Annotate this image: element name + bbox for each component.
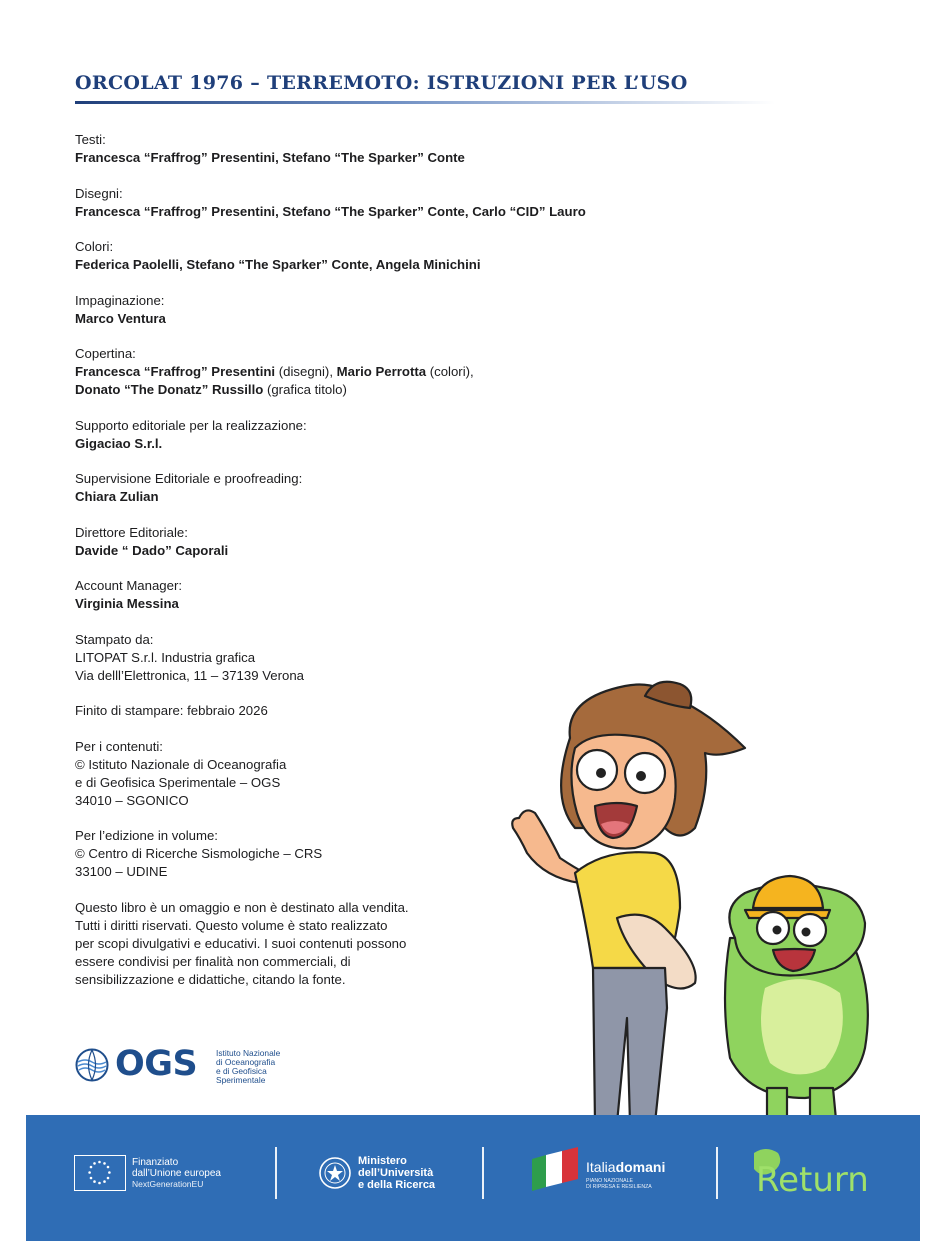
italiadomani-wordmark: Italiadomani — [586, 1159, 666, 1175]
credit-name: Francesca “Fraffrog” Presentini — [75, 364, 276, 379]
return-logo-icon — [744, 1143, 904, 1201]
credit-note: 34010 – SGONICO — [75, 792, 189, 808]
credit-block — [75, 292, 635, 328]
italian-flag-icon — [526, 1147, 582, 1191]
credit-note: LITOPAT S.r.l. Industria grafica — [75, 649, 256, 665]
credit-note: © Istituto Nazionale di Oceanografia — [75, 756, 287, 772]
credit-label: Per i contenuti: — [75, 738, 163, 754]
disclaimer-text — [75, 899, 495, 989]
credit-note: (disegni), — [275, 364, 337, 379]
ogs-globe-icon — [75, 1048, 109, 1082]
credit-note: © Centro di Ricerche Sismologiche – CRS — [75, 846, 323, 861]
credit-note: (colori), — [426, 364, 474, 379]
disclaimer-line: per scopi divulgativi e educativi. I suoi contenuti possono — [75, 935, 407, 951]
credit-label: Finito di stampare: febbraio 2026 — [75, 703, 268, 718]
credit-name: Davide “ Dado” Caporali — [75, 542, 229, 558]
svg-text:Return: Return — [756, 1160, 869, 1200]
ogs-wordmark: OGS — [115, 1044, 198, 1084]
credit-block — [75, 345, 635, 399]
credit-name: Mario Perrotta — [336, 364, 427, 379]
credit-block — [75, 631, 635, 685]
ministry-text: Ministero dell’Università e della Ricerca — [358, 1155, 436, 1191]
disclaimer-line: essere condivisi per finalità non commerciali, di — [75, 953, 351, 969]
credit-note: e di Geofisica Sperimentale – OGS — [75, 774, 281, 790]
credit-label: Supporto editoriale per la realizzazione: — [75, 417, 307, 433]
credit-name: Francesca “Fraffrog” Presentini, Stefano “The Sparker” Conte, Carlo “CID” Lauro — [75, 203, 586, 219]
credit-line — [75, 363, 635, 381]
credit-name: Donato “The Donatz” Russillo — [75, 382, 264, 397]
credit-line — [75, 488, 635, 506]
credit-name: Federica Paolelli, Stefano “The Sparker” Conte, Angela Minichini — [75, 257, 481, 272]
credit-line — [75, 149, 635, 167]
credit-note: (grafica titolo) — [263, 382, 347, 397]
credit-label: Impaginazione: — [75, 292, 165, 308]
eu-flag-icon — [74, 1155, 126, 1191]
credit-name: Marco Ventura — [75, 310, 166, 326]
credit-block — [75, 185, 635, 221]
credit-line — [75, 649, 635, 667]
credit-block — [75, 470, 635, 506]
ministry-seal-icon — [318, 1155, 352, 1191]
credit-line — [75, 310, 635, 328]
credit-line — [75, 381, 635, 399]
ogs-subtitle: Istituto Nazionale di Oceanografia e di Geofisica Sperimentale — [216, 1048, 281, 1085]
frog-character — [725, 876, 868, 1130]
credit-note: 33100 – UDINE — [75, 864, 168, 879]
disclaimer-line: Questo libro è un omaggio e non è destinato alla vendita. — [75, 899, 409, 915]
credit-label: Testi: — [75, 132, 106, 147]
credit-line — [75, 595, 635, 613]
credit-line — [75, 435, 635, 453]
credit-label: Per l’edizione in volume: — [75, 828, 218, 843]
footer-separator — [716, 1147, 718, 1199]
cartoon-characters-icon — [505, 678, 895, 1133]
credit-block — [75, 524, 635, 560]
credit-name: Gigaciao S.r.l. — [75, 435, 163, 451]
credit-label: Direttore Editoriale: — [75, 524, 188, 540]
credit-label: Stampato da: — [75, 631, 154, 647]
credit-name: Francesca “Fraffrog” Presentini, Stefano “The Sparker” Conte — [75, 150, 465, 165]
credit-line — [75, 542, 635, 560]
credit-label: Disegni: — [75, 185, 123, 201]
credit-block — [75, 238, 635, 274]
credit-block — [75, 577, 635, 613]
credit-line — [75, 256, 635, 274]
footer-separator — [482, 1147, 484, 1199]
disclaimer-line: sensibilizzazione e didattiche, citando la fonte. — [75, 971, 346, 987]
credit-block — [75, 131, 635, 167]
credit-label: Copertina: — [75, 346, 136, 361]
credit-label: Colori: — [75, 239, 114, 254]
title-underline — [75, 101, 775, 104]
credit-note: Via delll’Elettronica, 11 – 37139 Verona — [75, 667, 304, 683]
footer-bar — [26, 1115, 920, 1241]
ogs-logo — [75, 1046, 305, 1088]
footer-separator — [275, 1147, 277, 1199]
girl-character — [512, 682, 745, 1130]
credit-line — [75, 203, 635, 221]
credit-label: Supervisione Editoriale e proofreading: — [75, 471, 303, 486]
credit-label: Account Manager: — [75, 578, 183, 593]
disclaimer-line: Tutti i diritti riservati. Questo volume è stato realizzato — [75, 917, 388, 933]
credit-name: Chiara Zulian — [75, 489, 159, 504]
eu-funding-text: Finanziato dall’Unione europea NextGenerationEU — [132, 1157, 221, 1189]
credit-block — [75, 417, 635, 453]
page-title: ORCOLAT 1976 – TERREMOTO: ISTRUZIONI PER L’USO — [75, 72, 688, 94]
italiadomani-subtitle: PIANO NAZIONALE DI RIPRESA E RESILIENZA — [586, 1178, 652, 1190]
credit-name: Virginia Messina — [75, 596, 179, 611]
